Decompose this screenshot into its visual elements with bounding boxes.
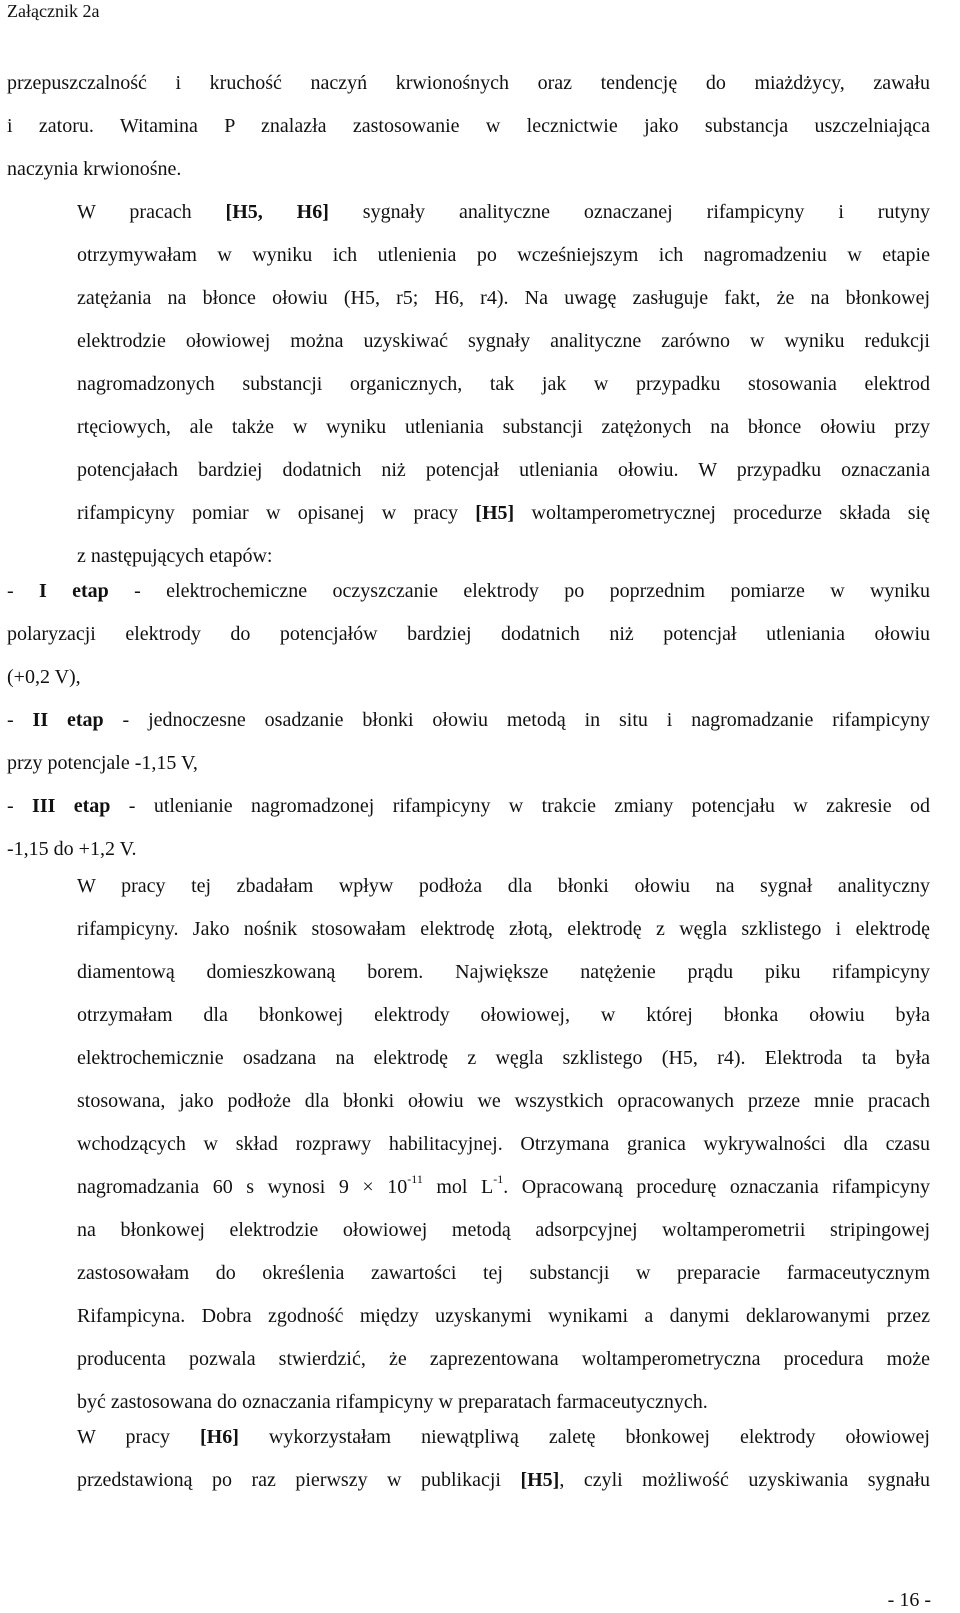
page-number: - 16 - — [887, 1589, 931, 1611]
text-line: rifampicyny pomiar w opisanej w pracy [H5] woltamperometrycznej procedurze składa się — [77, 502, 930, 524]
superscript: -1 — [493, 1172, 504, 1187]
text-line: elektrodzie ołowiowej można uzyskiwać sygnały analityczne zarówno w wyniku redukcji — [77, 330, 930, 352]
text-line: diamentową domieszkowaną borem. Największe natężenie prądu piku rifampicyny — [77, 961, 930, 983]
text-line: być zastosowana do oznaczania rifampicyny w preparatach farmaceutycznych. — [77, 1391, 708, 1413]
text-line: otrzymywałam w wyniku ich utlenienia po wcześniejszym ich nagromadzeniu w etapie — [77, 244, 930, 266]
text-line: rtęciowych, ale także w wyniku utleniania substancji zatężonych na błonce ołowiu przy — [77, 416, 930, 438]
step-3: - III etap - utlenianie nagromadzonej rifampicyny w trakcie zmiany potencjału w zakresie od — [7, 795, 930, 817]
citation-ref: [H6] — [199, 1426, 239, 1448]
text-line: potencjałach bardziej dodatnich niż potencjał utleniania ołowiu. W przypadku oznaczania — [77, 459, 930, 481]
text-line: wchodzących w skład rozprawy habilitacyjnej. Otrzymana granica wykrywalności dla czasu — [77, 1133, 930, 1155]
text-line: (+0,2 V), — [7, 666, 81, 688]
text-line: nagromadzania 60 s wynosi $9 \times 10^{-11}$ mol $L^{-1}$. Opracowaną procedurę oznaczania rifampicyny — [77, 1172, 930, 1198]
text-line: przedstawioną po raz pierwszy w publikacji [H5], czyli możliwość uzyskiwania sygnału — [77, 1469, 930, 1491]
text-line: zastosowałam do określenia zawartości tej substancji w preparacie farmaceutycznym — [77, 1262, 930, 1284]
superscript: -11 — [407, 1172, 423, 1187]
text-line: -1,15 do +1,2 V. — [7, 838, 137, 860]
text-line: i zatoru. Witamina P znalazła zastosowanie w lecznictwie jako substancja uszczelniająca — [7, 115, 930, 137]
citation-ref: [H5] — [520, 1469, 560, 1491]
paragraph-results — [7, 865, 930, 1424]
text-line: W pracy [H6] wykorzystałam niewątpliwą zaletę błonkowej elektrody ołowiowej — [77, 1426, 930, 1448]
text-line: z następujących etapów: — [77, 545, 273, 567]
text-line: na błonkowej elektrodzie ołowiowej metodą adsorpcyjnej woltamperometrii stripingowej — [77, 1219, 930, 1241]
step-label: III etap — [32, 795, 111, 817]
text-line: przy potencjale -1,15 V, — [7, 752, 198, 774]
paragraph-intro — [7, 62, 930, 191]
step-1: - I etap - elektrochemiczne oczyszczanie elektrody po poprzednim pomiarze w wyniku — [7, 580, 930, 602]
paragraph-h6 — [7, 1416, 930, 1502]
step-2: - II etap - jednoczesne osadzanie błonki ołowiu metodą in situ i nagromadzanie rifampicyny — [7, 709, 930, 731]
attachment-header: Załącznik 2a — [7, 1, 100, 21]
text-line: zatężania na błonce ołowiu (H5, r5; H6, r4). Na uwagę zasługuje fakt, że na błonkowej — [77, 287, 930, 309]
text-line: W pracach [H5, H6] sygnały analityczne oznaczanej rifampicyny i rutyny — [77, 201, 931, 223]
citation-ref: [H5, H6] — [225, 201, 329, 223]
text-line: otrzymałam dla błonkowej elektrody ołowiowej, w której błonka ołowiu była — [77, 1004, 930, 1026]
text-line: nagromadzonych substancji organicznych, tak jak w przypadku stosowania elektrod — [77, 373, 930, 395]
text-line: polaryzacji elektrody do potencjałów bardziej dodatnich niż potencjał utleniania ołowiu — [7, 623, 930, 645]
text-line: Rifampicyna. Dobra zgodność między uzyskanymi wynikami a danymi deklarowanymi przez — [77, 1305, 930, 1327]
text-line: rifampicyny. Jako nośnik stosowałam elektrodę złotą, elektrodę z węgla szklistego i elektrodę — [77, 918, 930, 940]
text-line: elektrochemicznie osadzana na elektrodę z węgla szklistego (H5, r4). Elektroda ta była — [77, 1047, 930, 1069]
text-line: stosowana, jako podłoże dla błonki ołowiu we wszystkich opracowanych przeze mnie pracach — [77, 1090, 930, 1112]
step-label: I etap — [39, 580, 109, 602]
text-line: producenta pozwala stwierdzić, że zaprezentowana woltamperometryczna procedura może — [77, 1348, 930, 1370]
text-line: W pracy tej zbadałam wpływ podłoża dla błonki ołowiu na sygnał analityczny — [77, 875, 930, 897]
text-line: przepuszczalność i kruchość naczyń krwionośnych oraz tendencję do miażdżycy, zawału — [7, 72, 930, 94]
step-label: II etap — [32, 709, 104, 731]
citation-ref: [H5] — [475, 502, 515, 524]
text-line: naczynia krwionośne. — [7, 158, 182, 180]
steps-list — [7, 570, 930, 871]
paragraph-methods — [7, 191, 930, 578]
